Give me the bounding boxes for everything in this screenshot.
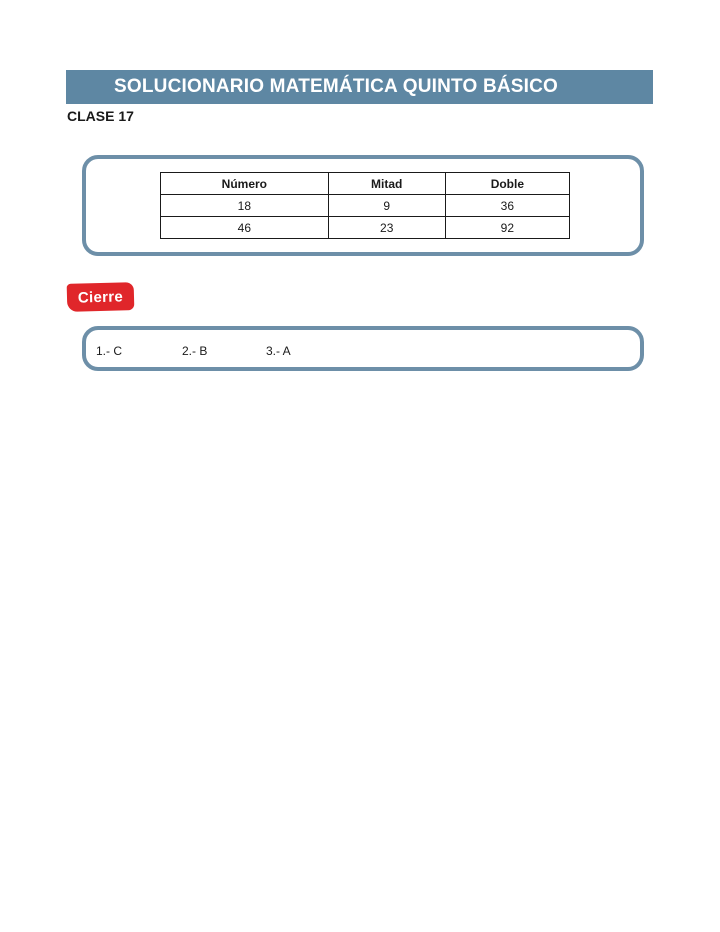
answers-box: [82, 326, 644, 371]
title-bar: [66, 70, 653, 104]
table-cell: 23: [328, 217, 445, 239]
table-header-row: [161, 173, 570, 195]
table-cell: 18: [161, 195, 329, 217]
answer-3: 3.- A: [266, 344, 291, 358]
column-header-doble: Doble: [445, 173, 569, 195]
table-box: [82, 155, 644, 256]
page-title: SOLUCIONARIO MATEMÁTICA QUINTO BÁSICO: [114, 76, 559, 97]
data-table: [160, 172, 570, 239]
column-header-numero: Número: [161, 173, 329, 195]
table-cell: 46: [161, 217, 329, 239]
answer-1: 1.- C: [96, 344, 123, 358]
table-cell: 9: [328, 195, 445, 217]
answer-2: 2.- B: [182, 344, 208, 358]
class-label: CLASE 17: [67, 108, 134, 124]
table-cell: 92: [445, 217, 569, 239]
cierre-label: Cierre: [77, 287, 124, 307]
column-header-mitad: Mitad: [328, 173, 445, 195]
cierre-tag: [67, 282, 135, 312]
table-row: [161, 195, 570, 217]
table-row: [161, 217, 570, 239]
table-cell: 36: [445, 195, 569, 217]
